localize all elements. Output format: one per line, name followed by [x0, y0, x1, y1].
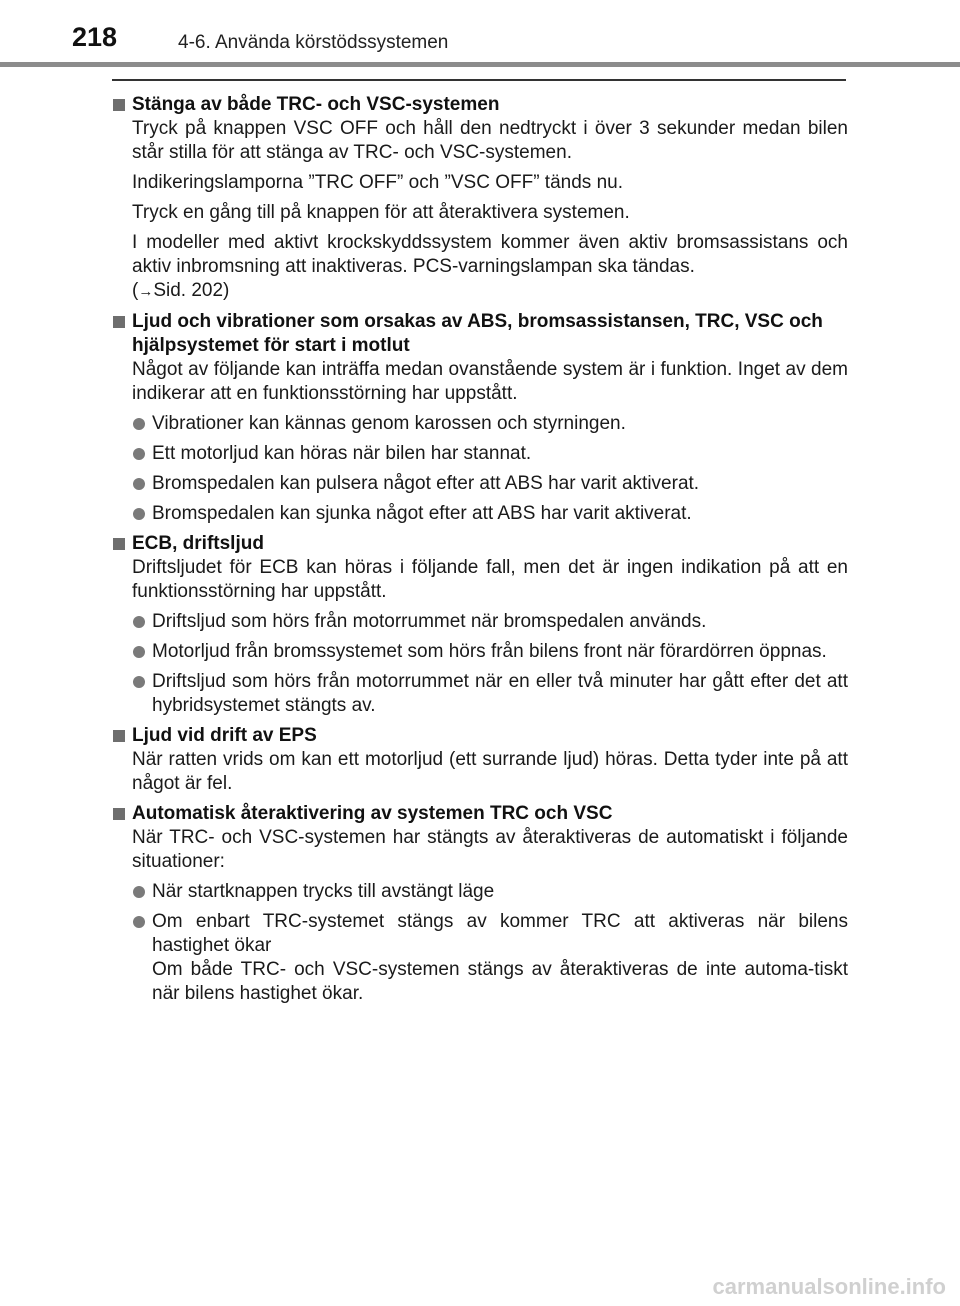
page-reference: (→Sid. 202): [132, 280, 230, 301]
chapter-title: 4-6. Använda körstödssystemen: [178, 32, 449, 53]
section-automatisk: [112, 802, 848, 1006]
round-bullet-icon: [133, 886, 145, 898]
section-stanga-av: [112, 93, 848, 304]
section-heading: Stänga av både TRC- och VSC-systemen: [112, 93, 848, 117]
round-bullet-icon: [133, 916, 145, 928]
list-item: Driftsljud som hörs från motorrummet när bromspedalen används.: [112, 610, 848, 634]
watermark: carmanualsonline.info: [712, 1274, 946, 1299]
page-number: 218: [72, 22, 118, 52]
section-eps: [112, 724, 848, 796]
round-bullet-icon: [133, 448, 145, 460]
square-bullet-icon: [113, 316, 125, 328]
round-bullet-icon: [133, 508, 145, 520]
page-content: [112, 93, 848, 1012]
list-item: Bromspedalen kan pulsera något efter att ABS har varit aktiverat.: [112, 472, 848, 496]
paragraph: Tryck på knappen VSC OFF och håll den nedtryckt i över 3 sekunder medan bilen står stilla för att stänga av TRC- och VSC-systemen.: [132, 118, 848, 163]
list-item: Om enbart TRC-systemet stängs av kommer TRC att aktiveras när bilens hastighet ökar Om både TRC- och VSC-systemen stängs av återaktiveras de inte automa-tiskt när bilens hastighet ökar.: [112, 910, 848, 1006]
paragraph: Något av följande kan inträffa medan ovanstående system är i funktion. Inget av dem indikerar att en funktionsstörning har uppstått.: [132, 359, 848, 404]
list-item: Ett motorljud kan höras när bilen har stannat.: [112, 442, 848, 466]
section-ljud-vibrationer: [112, 310, 848, 526]
square-bullet-icon: [113, 808, 125, 820]
header-divider: [0, 62, 960, 67]
paragraph: När ratten vrids om kan ett motorljud (ett surrande ljud) höras. Detta tyder inte på att något är fel.: [132, 749, 848, 794]
square-bullet-icon: [113, 99, 125, 111]
list-item: Vibrationer kan kännas genom karossen och styrningen.: [112, 412, 848, 436]
section-divider: [112, 79, 846, 81]
list-item: När startknappen trycks till avstängt läge: [112, 880, 848, 904]
arrow-right-icon: →: [138, 283, 154, 300]
square-bullet-icon: [113, 730, 125, 742]
round-bullet-icon: [133, 418, 145, 430]
round-bullet-icon: [133, 478, 145, 490]
page-header: [0, 0, 960, 62]
paragraph: När TRC- och VSC-systemen har stängts av återaktiveras de automatiskt i följande situationer:: [132, 827, 848, 872]
section-heading: Automatisk återaktivering av systemen TRC och VSC: [112, 802, 848, 826]
paragraph: I modeller med aktivt krockskyddssystem kommer även aktiv bromsassistans och aktiv inbromsning att inaktiveras. PCS-varningslampan ska tändas. (→Sid. 202): [132, 232, 848, 301]
list-item: Bromspedalen kan sjunka något efter att ABS har varit aktiverat.: [112, 502, 848, 526]
section-heading: Ljud och vibrationer som orsakas av ABS, bromsassistansen, TRC, VSC och hjälpsystemet för start i motlut: [112, 310, 848, 358]
section-heading: ECB, driftsljud: [112, 532, 848, 556]
paragraph: Indikeringslamporna ”TRC OFF” och ”VSC OFF” tänds nu.: [132, 172, 623, 193]
round-bullet-icon: [133, 616, 145, 628]
paragraph: Tryck en gång till på knappen för att återaktivera systemen.: [132, 202, 630, 223]
round-bullet-icon: [133, 646, 145, 658]
section-heading: Ljud vid drift av EPS: [112, 724, 848, 748]
list-item: Driftsljud som hörs från motorrummet när en eller två minuter har gått efter det att hybridsystemet stängts av.: [112, 670, 848, 718]
list-item: Motorljud från bromssystemet som hörs från bilens front när förardörren öppnas.: [112, 640, 848, 664]
square-bullet-icon: [113, 538, 125, 550]
section-ecb: [112, 532, 848, 718]
paragraph: Driftsljudet för ECB kan höras i följande fall, men det är ingen indikation på att en funktionsstörning har uppstått.: [132, 557, 848, 602]
round-bullet-icon: [133, 676, 145, 688]
